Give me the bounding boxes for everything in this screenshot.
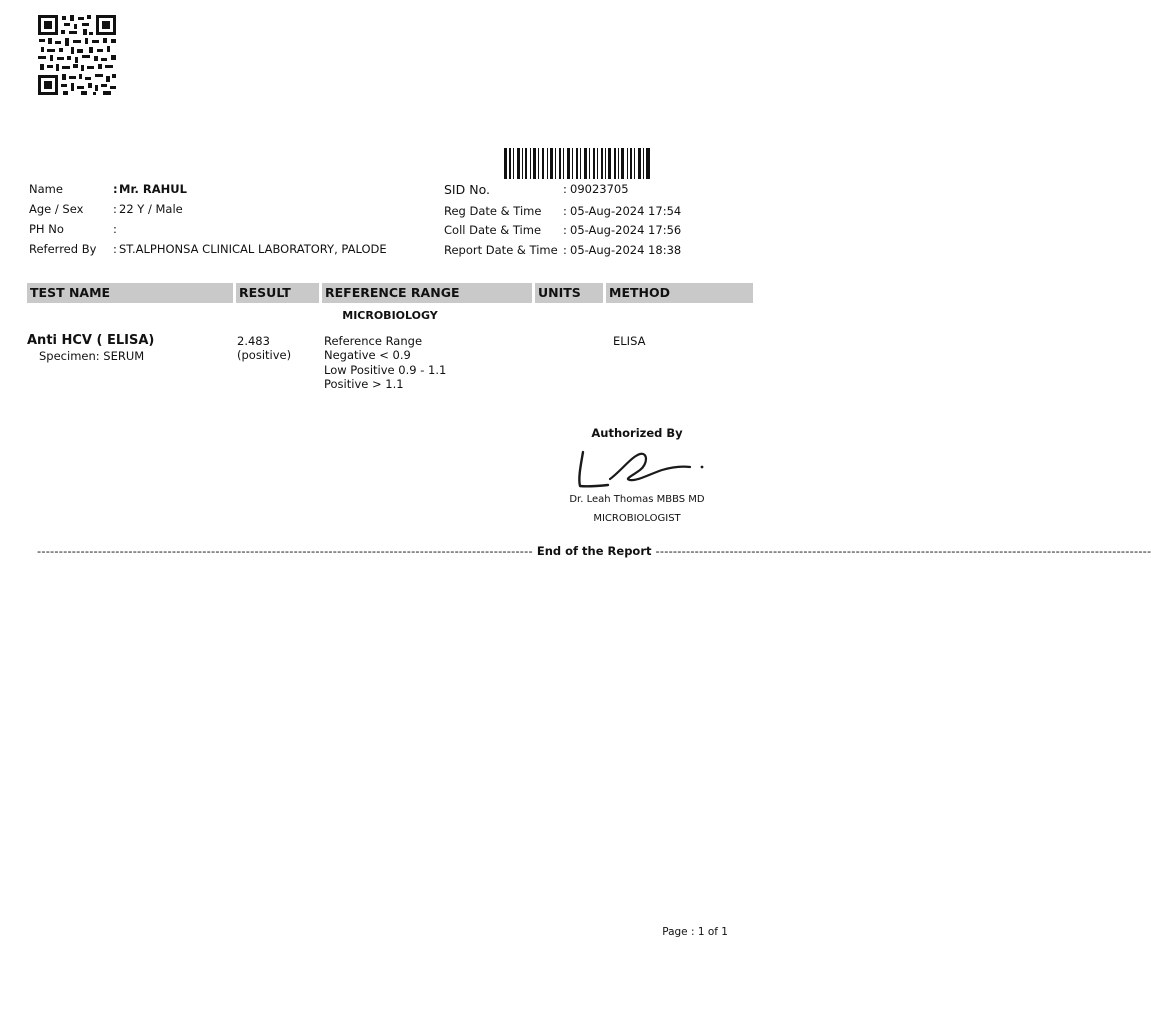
header-units: UNITS	[535, 283, 603, 303]
name-label: Name	[29, 182, 63, 196]
result-cell	[237, 334, 291, 363]
sid-value: 09023705	[570, 182, 629, 196]
result-value: 2.483	[237, 334, 270, 348]
reg-date-label: Reg Date & Time	[444, 204, 542, 218]
referred-by-colon: :	[113, 242, 117, 256]
dash-line-right: ------------------------------------------------------------------------------------------------------------------	[655, 544, 1151, 558]
specimen: Specimen: SERUM	[39, 349, 145, 363]
reference-range-line: Negative < 0.9	[324, 348, 411, 363]
reference-range-line: Positive > 1.1	[324, 376, 404, 391]
page-number: Page : 1 of 1	[662, 926, 728, 938]
barcode	[504, 148, 650, 179]
reg-date-value: 05-Aug-2024 17:54	[570, 204, 682, 218]
dash-line-left: ------------------------------------------------------------------------------------------------------------------	[37, 544, 533, 558]
coll-date-value: 05-Aug-2024 17:56	[570, 223, 682, 237]
reference-range-line: Low Positive 0.9 - 1.1	[324, 362, 447, 377]
age-sex-colon: :	[113, 202, 117, 216]
report-date-colon: :	[563, 243, 567, 257]
authorized-by-label: Authorized By	[591, 426, 683, 440]
report-date-value: 05-Aug-2024 18:38	[570, 243, 682, 257]
ph-label: PH No	[29, 222, 64, 236]
age-sex-value: 22 Y / Male	[119, 202, 183, 216]
doctor-designation: MICROBIOLOGIST	[593, 513, 681, 524]
end-of-report-divider	[37, 544, 1151, 558]
name-colon: :	[113, 182, 118, 196]
test-name: Anti HCV ( ELISA)	[27, 333, 155, 348]
report-date-label: Report Date & Time	[444, 243, 558, 257]
coll-date-label: Coll Date & Time	[444, 223, 542, 237]
sid-colon: :	[563, 182, 567, 196]
header-test-name: TEST NAME	[27, 283, 233, 303]
section-title: MICROBIOLOGY	[342, 309, 438, 322]
end-of-report-text: End of the Report	[536, 544, 652, 558]
header-method: METHOD	[606, 283, 753, 303]
result-flag: (positive)	[237, 348, 292, 363]
method-value: ELISA	[613, 334, 646, 348]
reference-range-cell	[324, 334, 446, 391]
ph-colon: :	[113, 222, 117, 236]
patient-name: Mr. RAHUL	[119, 182, 187, 196]
age-sex-label: Age / Sex	[29, 202, 84, 216]
doctor-name: Dr. Leah Thomas MBBS MD	[569, 494, 705, 505]
results-table-header	[27, 283, 753, 303]
referred-by-value: ST.ALPHONSA CLINICAL LABORATORY, PALODE	[119, 242, 387, 256]
qr-code	[37, 14, 117, 96]
signature-image	[574, 446, 706, 492]
referred-by-label: Referred By	[29, 242, 97, 256]
sid-label: SID No.	[444, 182, 490, 197]
reference-range-line: Reference Range	[324, 334, 423, 348]
coll-date-colon: :	[563, 223, 567, 237]
header-result: RESULT	[236, 283, 319, 303]
header-reference-range: REFERENCE RANGE	[322, 283, 532, 303]
reg-date-colon: :	[563, 204, 567, 218]
